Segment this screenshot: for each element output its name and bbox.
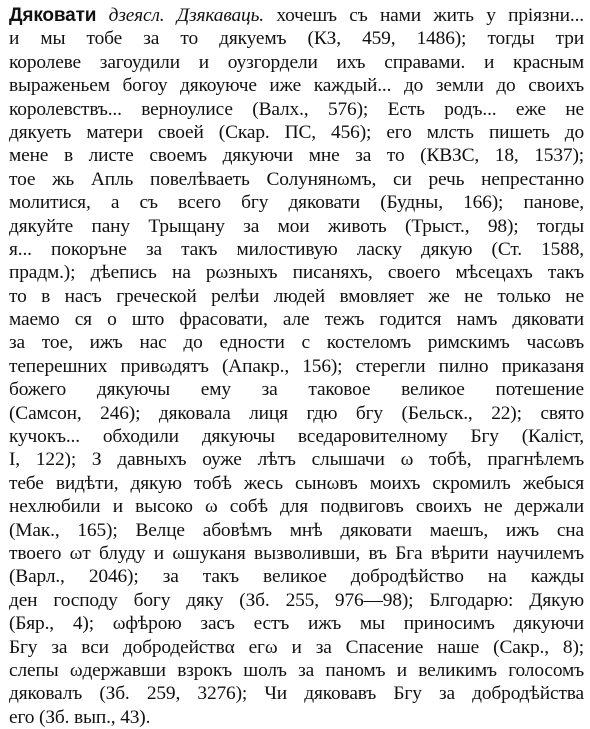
entry-line: нехлюбили и высоко ω собѣ для подвиговъ своихъ не держали	[9, 496, 584, 518]
entry-line: маемо ся о што фрасовати, але тежъ годится намъ дяковати	[9, 309, 584, 331]
entry-line: прадм.); дѣепись на рωзныхъ писаняхъ, своего мѣсецахъ такъ	[9, 262, 584, 284]
entry-line: (Варл., 2046); за такъ великое добродѣйство на кажды	[9, 566, 584, 588]
entry-text: хочешъ съ нами жить у прiязни...	[276, 5, 584, 26]
entry-line: теперешних привωдятъ (Апакр., 156); стерегли пилно приказаня	[9, 355, 584, 377]
entry-line: божего дякуючы ему за таковое великое потешение	[9, 379, 584, 401]
entry-line: (Мак., 165); Велце абовѣмъ мнѣ дяковати маешъ, ижъ сна	[9, 519, 584, 541]
entry-line: я... покоръне за такъ милостивую ласку дякую (Ст. 1588,	[9, 238, 584, 260]
entry-line: за тое, ижъ нас до едности с костеломъ римскимъ часωвъ	[9, 332, 584, 354]
entry-line: ден господу богу дяку (Зб. 255, 976—98); Блгодарю: Дякую	[9, 589, 584, 611]
entry-line: твоего ωт блуду и ωшуканя вызволивши, въ Бга вѣрити научилемъ	[9, 542, 584, 564]
entry-line: I, 122); З давныхъ оуже лѣтъ слышачи ω тобѣ, прагнѣлемъ	[9, 449, 584, 471]
entry-line: (Самсон, 246); дяковала лиця гдю бгу (Бельск., 22); свято	[9, 402, 584, 424]
entry-line: слепы ωдержавши взрокъ шолъ за паномъ и великимъ голосомъ	[9, 659, 584, 681]
part-of-speech: дзеясл.	[108, 5, 165, 26]
entry-line: (Бяр., 4); ωфѣрою засъ естъ ижъ мы приносимъ дякуючи	[9, 613, 584, 635]
entry-line: его (Зб. вып., 43).	[9, 706, 151, 728]
entry-headword: Дяковати	[9, 5, 97, 26]
entry-line: то в насъ греческой релѣи людей вмовляет же не только не	[9, 285, 584, 307]
entry-line: кучокъ... обходили дякуючы вседаровителному Бгу (Каліст,	[9, 426, 584, 448]
entry-line: тое жь Апль повелѣваеть Солунянωмъ, си речь непрестанно	[9, 168, 584, 190]
entry-line: королевствъ... верноулисе (Валх., 576); Есть родъ... еже не	[9, 98, 584, 120]
entry-line: мене в листе своемъ дякуючи мне за то (КВЗС, 18, 1537);	[9, 145, 584, 167]
entry-line	[9, 4, 584, 27]
entry-line: выраженьем богоу дякоуюче иже каждый... до земли до своихъ	[9, 75, 584, 97]
entry-line: и мы тобе за то дякуемъ (КЗ, 459, 1486); тогды три	[9, 28, 584, 50]
entry-line: дякуеть матери своей (Скар. ПС, 456); его млсть пишеть до	[9, 121, 584, 143]
entry-line: тебе видѣти, дякую тобѣ жесь сынωвъ моихъ скромилъ жебыся	[9, 472, 584, 494]
entry-line: дяковалъ (Зб. 259, 3276); Чи дяковавъ Бгу за добродѣйства	[9, 683, 584, 705]
entry-line: молитися, а съ всего бгу дяковати (Будны, 166); панове,	[9, 192, 584, 214]
entry-translation: Дзякаваць.	[176, 5, 264, 26]
entry-line: дякуйте пану Трыщану за мои животь (Трыст., 98); тогды	[9, 215, 584, 237]
entry-line: королеве загоудили и оузгордели ихъ справами. и красным	[9, 51, 584, 73]
entry-line: Бгу за вси добродействα егω и за Спасение наше (Сакр., 8);	[9, 636, 584, 658]
